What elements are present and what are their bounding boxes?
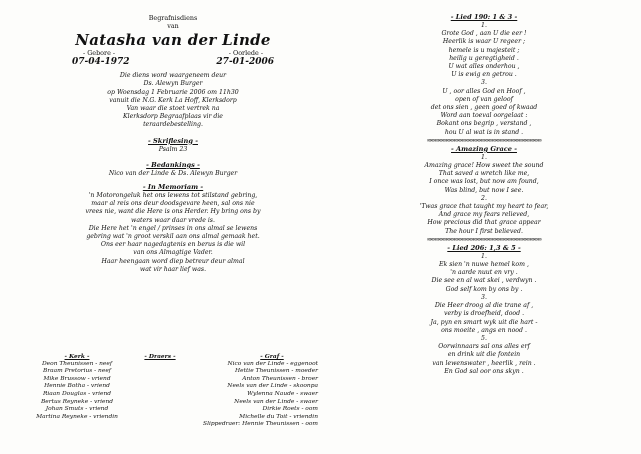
- grace-line: 2.: [481, 194, 487, 202]
- grace-line: I once was lost, but now am found,: [429, 178, 539, 186]
- lied2-line: God self kom by ons by .: [445, 285, 523, 293]
- graf-heading: - Graf -: [260, 353, 284, 360]
- grace-line: Amazing grace! How sweet the sound: [424, 162, 544, 170]
- lied2-heading: - Lied 206: 1,3 & 5 -: [447, 243, 521, 252]
- memoriam-line: gebring wat 'n groot verskil aan ons almal gemaak het.: [86, 233, 260, 241]
- reading-text: Psalm 23: [158, 145, 188, 153]
- memoriam-line: van ons Almagtige Vader.: [133, 249, 213, 257]
- lied2-line: En God sal oor ons skyn .: [444, 367, 524, 375]
- lied1-line: U wat alles onderhou ,: [448, 63, 520, 71]
- lied2-line: 5.: [481, 334, 487, 342]
- service-intro: [28, 72, 318, 129]
- intro-line: Die diens word waargeneem deur: [119, 72, 227, 80]
- lied2-line: en drink uit die fontein: [447, 351, 521, 359]
- lied2-line: Oorwinnaars sal ons alles erf: [438, 343, 530, 351]
- lied2-line: 'n aarde nuut en vry .: [450, 269, 518, 277]
- graf-item: Neels van der Linde - skoonpa: [227, 383, 318, 390]
- ornament-separator: ∞∞∞∞∞∞∞∞∞∞∞∞∞∞∞∞∞∞∞∞∞∞∞∞∞∞∞∞∞∞∞∞∞∞∞∞∞∞∞∞∞∞: [427, 236, 541, 243]
- memoriam-heading: - In Memoriam -: [142, 183, 204, 192]
- graf-list: [146, 353, 318, 429]
- died-label: - Oorlede -: [228, 48, 263, 57]
- graf-item: Slippedraer: Hennie Theunissen - oom: [203, 421, 318, 428]
- lied1-line: 3.: [481, 79, 487, 87]
- memoriam-line: vrees nie, want die Here is ons Herder. Hy bring ons by: [85, 208, 261, 216]
- graf-item: Wylenna Naude - swaer: [247, 390, 318, 397]
- kerk-heading: - Kerk -: [64, 353, 90, 360]
- left-column: [28, 14, 318, 274]
- lied1-line: Heerlik is waar U regeer ;: [442, 38, 526, 46]
- memoriam-line: Die Here het 'n engel / prinses in ons almal se lewens: [88, 224, 258, 232]
- lied1-line: Bokant ons begrip , verstand ,: [436, 120, 532, 128]
- kerk-item: Mike Brussow - vriend: [43, 375, 111, 382]
- born-date: 07-04-1972: [72, 57, 130, 68]
- kerk-list: [34, 353, 120, 421]
- dates-values: [28, 57, 318, 68]
- kerk-item: Braam Pretorius - neef: [42, 368, 111, 375]
- lied2-line: Ja, pyn en smart wyk uit die hart -: [430, 318, 538, 326]
- born-label: - Gebore -: [83, 48, 116, 57]
- grace-line: How precious did that grace appear: [427, 219, 541, 227]
- intro-line: teraardebestelling.: [143, 121, 203, 129]
- grace-line: The hour I first believed.: [445, 227, 523, 235]
- kerk-item: Hennie Botha - vriend: [44, 383, 110, 390]
- intro-line: vanuit die N.G. Kerk La Hoff, Klerksdorp: [109, 96, 237, 104]
- lied1-line: Grote God , aan U die eer !: [441, 30, 527, 38]
- memoriam-line: Haar heengaan word diep betreur deur almal: [101, 257, 245, 265]
- lied1-line: U is ewig en getrou .: [451, 71, 517, 79]
- deceased-name: Natasha van der Linde: [75, 30, 271, 49]
- grace-line: 'Twas grace that taught my heart to fear,: [419, 203, 549, 211]
- graf-item: Dirkie Roets - oom: [262, 406, 318, 413]
- ornament-separator: ∞∞∞∞∞∞∞∞∞∞∞∞∞∞∞∞∞∞∞∞∞∞∞∞∞∞∞∞∞∞∞∞∞∞∞∞∞∞∞∞∞∞: [427, 137, 541, 144]
- lied1-line: heilig u geregtigheid .: [449, 54, 519, 62]
- intro-line: Ds. Alewyn Burger: [143, 80, 203, 88]
- grace-line: 1.: [481, 153, 487, 161]
- intro-line: Klerksdorp Begraafplaas vir die: [123, 113, 223, 121]
- memoriam-line: 'n Motorongeluk het ons lewens tot stilstand gebring,: [88, 192, 258, 200]
- lied1-line: Word aan toeval oorgelaat :: [440, 112, 528, 120]
- lied2-line: van lewenswater , heerlik , rein .: [432, 359, 536, 367]
- kerk-item: Riaan Douglas - vriend: [42, 390, 112, 397]
- grace-line: Was blind, but now I see.: [444, 186, 524, 194]
- lied2-line: verby is droefheid, dood .: [443, 310, 525, 318]
- lied2-line: ons moeite , angs en nood .: [441, 326, 527, 334]
- reading-heading: - Skriflesing -: [148, 136, 198, 145]
- lied2-line: Ek sien 'n nuwe hemel kom ,: [439, 261, 529, 269]
- memoriam-line: waters waar daar vrede is.: [131, 216, 215, 224]
- memoriam-line: Ons eer haar nagedagtenis en berus is die wil: [100, 241, 246, 249]
- lied1-line: det ons sien , geen goed of kwaad: [430, 104, 538, 112]
- kerk-item: Deon Theunissen - neef: [41, 360, 113, 367]
- graf-item: Michelle du Toit - vriendin: [239, 413, 318, 420]
- thanks-text: Nico van der Linde & Ds. Alewyn Burger: [108, 169, 238, 177]
- kerk-item: Johan Smuts - vriend: [45, 406, 109, 413]
- lied1-line: 1.: [481, 22, 487, 29]
- kerk-item: Bertus Reyneke - vriend: [40, 398, 114, 405]
- graf-item: Neels van der Linde - swaer: [234, 398, 318, 405]
- draers-heading: - Draers -: [144, 353, 176, 360]
- lied1-heading: - Lied 190: 1 & 3 -: [450, 13, 518, 21]
- grace-line: And grace my fears relieved,: [438, 211, 530, 219]
- memoriam-text: [28, 192, 318, 274]
- lied1-line: hou U al wat is in stand .: [444, 128, 524, 136]
- lied2-line: Die see en al wat skei , verdwyn .: [431, 277, 537, 285]
- of-label: van: [167, 22, 179, 31]
- intro-line: Van waar die stoet vertrek na: [126, 105, 220, 113]
- graf-item: Nico van der Linde - eggenoot: [227, 360, 318, 367]
- lied2-line: 3.: [481, 293, 487, 301]
- intro-line: op Woensdag 1 Februarie 2006 om 11h30: [107, 88, 239, 96]
- grace-line: That saved a wretch like me,: [438, 170, 530, 178]
- graf-item: Hettie Theunissen - moeder: [234, 368, 318, 375]
- right-column: [360, 13, 608, 376]
- thanks-heading: - Bedankings -: [146, 160, 200, 169]
- dates-labels: [28, 49, 318, 57]
- memoriam-line: wat vir haar lief was.: [139, 265, 207, 273]
- lied1-line: hemele is u majesteit ;: [448, 46, 520, 54]
- grace-heading: - Amazing Grace -: [451, 144, 517, 153]
- service-label: Begrafnisdiens: [148, 14, 198, 22]
- lied2-line: Die Heer droog al die trane af ,: [434, 302, 534, 310]
- lied1-line: open of van geloof: [455, 95, 513, 103]
- graf-item: Anton Theunissen - broer: [242, 375, 318, 382]
- lied1-line: U , oor alles God en Hoof ,: [442, 87, 526, 95]
- memoriam-line: maar al reis ons deur doodsgevare heen, sal ons nie: [91, 200, 255, 208]
- lied2-line: 1.: [481, 252, 487, 260]
- kerk-item: Martina Reyneke - vriendin: [36, 413, 118, 420]
- died-date: 27-01-2006: [216, 57, 274, 68]
